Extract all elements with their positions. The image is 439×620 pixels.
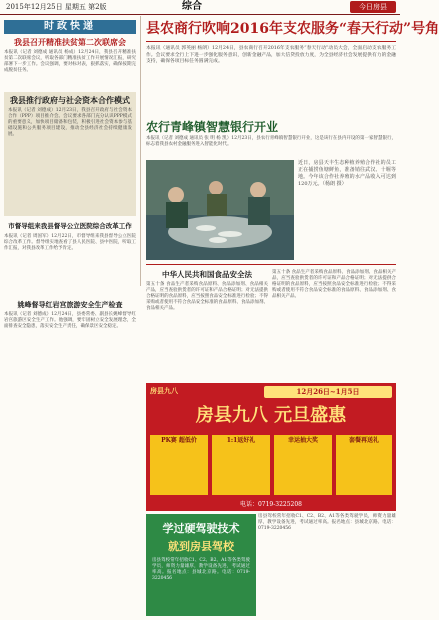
driving-school-ad <box>146 514 256 616</box>
driving-title-2: 就到房县驾校 <box>168 540 234 553</box>
article-2 <box>8 96 132 208</box>
column-rule <box>140 16 141 286</box>
ad-item-1: PK赛 超低价 <box>150 435 208 495</box>
ad-item-4: 套餐再送礼 <box>336 435 392 495</box>
food-safety-law <box>146 270 268 382</box>
section-title: 综合 <box>182 1 202 12</box>
law-title: 中华人民共和国食品安全法 <box>162 270 252 279</box>
lead-article <box>146 46 396 112</box>
headline-rule <box>146 41 396 42</box>
lead-body: 12月24日，县农商行召开2016年支农服务“春天行动”动员大会，全面启动支农服务工作。会议要求全行上下进一步强化服务意识，创新金融产品，加大信贷投放力度，为全县经济社会发展提供有力的金融支持，确保各项目标任务圆满完成。 <box>146 46 396 64</box>
article-3-title: 市督导组来我县督导公立医院综合改革工作 <box>8 222 132 230</box>
sub-article-body: 本报讯（记者 刘德成 通讯员 张 明 杨 凯）12月23日，县农行青峰镇智慧银行开业，这是该行在县内开设的第一家智慧银行，标志着我县农村金融服务进入智能化时代。 <box>146 136 396 147</box>
ad-brand: 房县九八 <box>150 386 178 395</box>
sub-headline: 农行青峰镇智慧银行开业 <box>146 120 279 134</box>
lead-byline: 本报讯（通讯员 郭英丽 杨朗） <box>146 46 212 51</box>
article-4 <box>4 300 136 412</box>
driving-details: 房县驾校常年招收C1、C2、B2、A1等各类驾驶学员，师资力量雄厚，教学设备先进，考试通过率高。报名地点：县城北京路。电话：0719-3220456 <box>258 514 396 531</box>
article-4-title: 姚峰督导红岩宫旅游安全生产检查 <box>17 300 123 309</box>
page-date: 2015年12月25日 星期五 第2版 <box>6 3 107 11</box>
law-body-continued: 第五十条 食品生产者采购食品原料、食品添加剂、食品相关产品，应当查验供货者的许可证和产品合格证明；对无法提供合格证明的食品原料，应当按照食品安全标准进行检验；不得采购或者使用不符合食品安全标准的食品原料、食品添加剂、食品相关产品。 <box>272 270 396 299</box>
article-1 <box>4 38 136 98</box>
driving-title-1: 学过硬驾驶技术 <box>162 522 240 535</box>
promo-ad <box>146 383 396 511</box>
newspaper-logo: 今日房县 <box>350 1 396 13</box>
article-4-body: 本报讯（记者 刘德成）12月24日，县委常委、副县长姚峰督导红岩宫旅游区安全生产工作。他强调，要牢固树立安全发展理念，全面排查安全隐患，落实安全生产责任，确保景区安全稳定。 <box>4 312 136 329</box>
ad-title: 房县九八 元旦盛惠 <box>195 405 347 426</box>
article-2-title: 我县推行政府与社会资本合作模式 <box>10 95 130 105</box>
photo-caption: 近日，房县天丰生态种植养殖合作社的员工正在捕捞鱼塘鲜鱼，准备销往武汉、十堰等地。今年该合作社养殖的水产品收入可达到120万元。（杨朗 摄） <box>298 160 396 187</box>
article-3 <box>4 222 136 278</box>
page-header <box>0 0 400 15</box>
main-headline: 县农商行吹响2016年支农服务“春天行动”号角 <box>146 21 439 37</box>
driving-body: 房县驾校常年招收C1、C2、B2、A1等各类驾驶学员，师资力量雄厚，教学设备先进，考试通过率高。报名地点：县城北京路。电话：0719-3220456 <box>152 558 250 581</box>
article-1-body: 本报讯（记者 刘德成 通讯员 杨成）12月24日，我县召开精准扶贫第二次联席会议，听取各部门精准扶贫工作开展情况汇报，研究部署下一步工作。会议强调，要对标对表，狠抓落实，确保按期完成脱贫任务。 <box>4 50 136 73</box>
news-photo <box>146 160 294 260</box>
article-3-body: 本报讯（记者 周国军）12月22日，市督导组来我县督导公立医院综合改革工作。督导组实地查看了县人民医院、县中医院，听取工作汇报，对我县改革工作给予肯定。 <box>4 234 136 251</box>
section-rule <box>146 264 396 265</box>
news-band: 时政快递 <box>4 20 136 34</box>
ad-item-2: 1:1返好礼 <box>212 435 270 495</box>
article-2-body: 本报讯（记者 刘德成）12月23日，我县召开政府与社会资本合作（PPP）项目推介会。会议要求各部门充分认识PPP模式的重要意义，加快项目储备和包装，积极引进社会资本参与基础设施和公共服务项目建设，推动全县经济社会持续健康发展。 <box>8 108 132 137</box>
article-1-title: 我县召开精准扶贫第二次联席会 <box>14 37 126 47</box>
ad-footer: 电话：0719-3225208 <box>239 501 303 508</box>
ad-date-tag: 12月26日~1月5日 <box>264 386 392 398</box>
ad-item-3: 幸运抽大奖 <box>274 435 332 495</box>
fishing-photo-illustration <box>146 160 294 260</box>
law-body: 第五十条 食品生产者采购食品原料、食品添加剂、食品相关产品，应当查验供货者的许可证和产品合格证明；对无法提供合格证明的食品原料，应当按照食品安全标准进行检验；不得采购或者使用不符合食品安全标准的食品原料、食品添加剂、食品相关产品。 <box>146 282 268 311</box>
